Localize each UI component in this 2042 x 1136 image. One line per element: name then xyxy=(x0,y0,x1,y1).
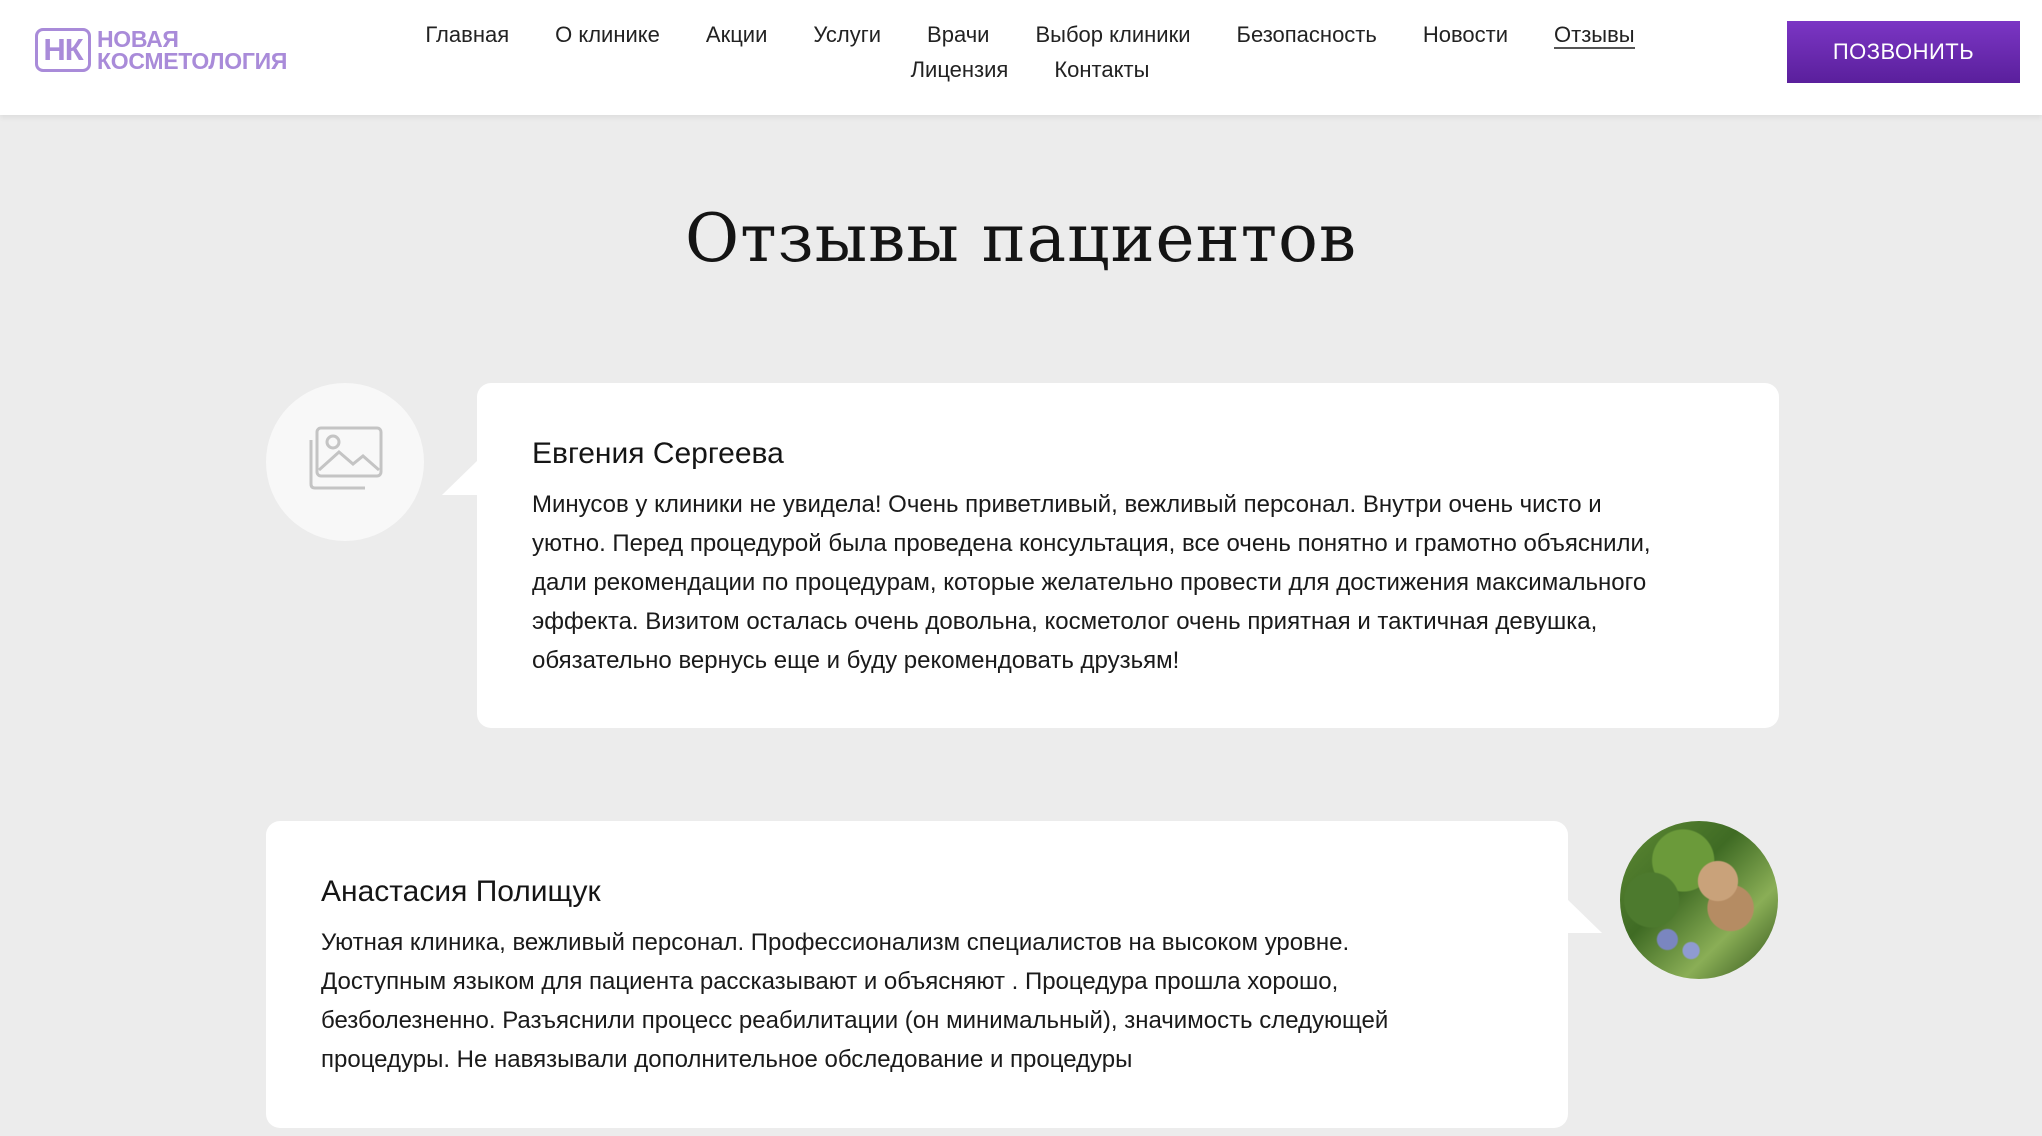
speech-tail xyxy=(1566,898,1602,933)
nav-item-clinic-choice[interactable]: Выбор клиники xyxy=(1035,22,1191,47)
nav-item-services[interactable]: Услуги xyxy=(813,22,882,47)
review-line: процедуры. Не навязывали дополнительное обследование и процедуры xyxy=(321,1046,1133,1073)
site-logo[interactable] xyxy=(35,27,287,73)
reviewer-name: Евгения Сергеева xyxy=(532,437,784,470)
user-photo xyxy=(1620,821,1778,979)
image-placeholder-icon xyxy=(305,424,385,501)
logo-line-1: НОВАЯ xyxy=(97,26,179,52)
logo-mark: НК xyxy=(35,28,91,72)
review-line: Минусов у клиники не увидела! Очень приветливый, вежливый персонал. Внутри очень чисто и xyxy=(532,491,1602,518)
nav-item-safety[interactable]: Безопасность xyxy=(1236,22,1377,47)
review-text xyxy=(321,923,1388,1079)
nav-item-license[interactable]: Лицензия xyxy=(910,57,1009,82)
review-line: эффекта. Визитом осталась очень довольна, косметолог очень приятная и тактичная девушка, xyxy=(532,608,1598,635)
review-line: Уютная клиника, вежливый персонал. Профессионализм специалистов на высоком уровне. xyxy=(321,929,1350,956)
review-line: обязательно вернусь еще и буду рекомендовать друзьям! xyxy=(532,647,1180,674)
nav-item-news[interactable]: Новости xyxy=(1422,22,1509,47)
review-card xyxy=(266,821,1568,1128)
nav-item-contacts[interactable]: Контакты xyxy=(1054,57,1150,82)
reviewer-name: Анастасия Полищук xyxy=(321,875,601,908)
review-avatar xyxy=(266,383,424,541)
review-line: Доступным языком для пациента рассказывают и объясняют . Процедура прошла хорошо, xyxy=(321,968,1339,995)
review-avatar xyxy=(1620,821,1778,979)
review-text xyxy=(532,485,1651,680)
nav-item-home[interactable]: Главная xyxy=(425,22,510,47)
nav-item-promotions[interactable]: Акции xyxy=(705,22,768,47)
review-line: уютно. Перед процедурой была проведена консультация, все очень понятно и грамотно объяснили, xyxy=(532,530,1651,557)
speech-tail xyxy=(442,460,478,495)
main-nav xyxy=(380,22,1680,82)
logo-text xyxy=(97,28,287,72)
nav-item-doctors[interactable]: Врачи xyxy=(927,22,990,47)
site-header xyxy=(0,0,2042,115)
call-button[interactable]: ПОЗВОНИТЬ xyxy=(1787,21,2020,83)
nav-item-reviews[interactable]: Отзывы xyxy=(1554,22,1635,47)
review-line: безболезненно. Разъяснили процесс реабилитации (он минимальный), значимость следующей xyxy=(321,1007,1389,1034)
page-title: Отзывы пациентов xyxy=(684,200,1358,277)
nav-item-about[interactable]: О клинике xyxy=(555,22,660,47)
review-line: дали рекомендации по процедурам, которые желательно провести для достижения максимального xyxy=(532,569,1647,596)
logo-line-2: КОСМЕТОЛОГИЯ xyxy=(97,48,288,74)
review-card xyxy=(477,383,1779,728)
